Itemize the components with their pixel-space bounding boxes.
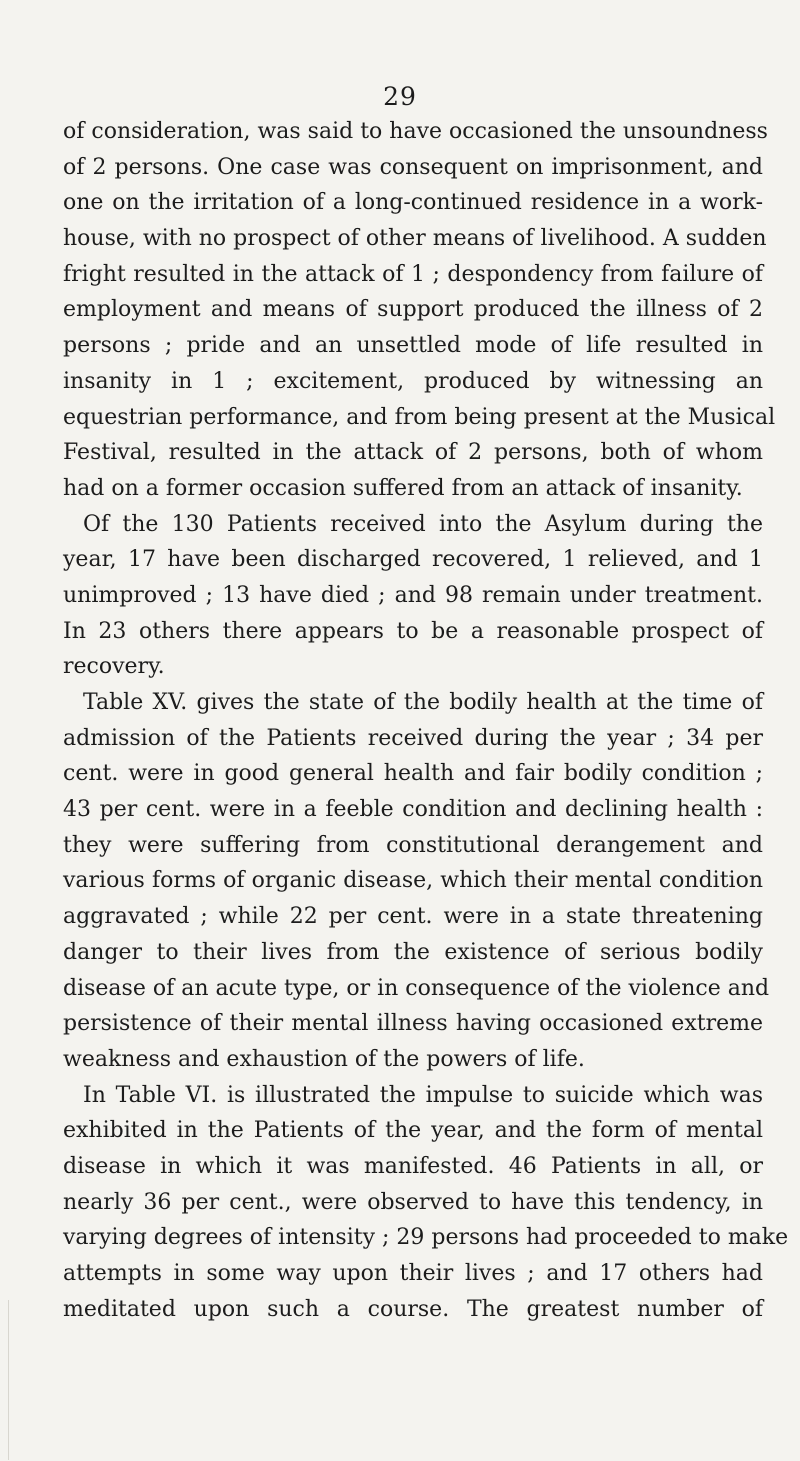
text-line: danger to their lives from the existence of serious bodily [63,939,763,965]
text-line: disease in which it was manifested. 46 Patients in all, or [63,1153,763,1179]
text-line: Of the 130 Patients received into the Asylum during the [83,511,763,537]
text-line: insanity in 1 ; excitement, produced by witnessing an [63,368,763,394]
text-line: of consideration, was said to have occasioned the unsoundness [63,119,768,144]
margin-line [8,1300,9,1460]
body-text [63,114,789,1327]
text-line: nearly 36 per cent., were observed to have this tendency, in [63,1189,763,1215]
text-line: persons ; pride and an unsettled mode of life resulted in [63,333,763,359]
text-line: weakness and exhaustion of the powers of life. [63,1046,585,1072]
text-line: of 2 persons. One case was consequent on imprisonment, and [63,154,763,180]
text-line: aggravated ; while 22 per cent. were in a state threatening [63,904,763,930]
text-line: they were suffering from constitutional derangement and [63,832,763,858]
text-line: In Table VI. is illustrated the impulse to suicide which was [83,1082,763,1108]
text-line: Table XV. gives the state of the bodily health at the time of [83,690,763,715]
text-line: 43 per cent. were in a feeble condition and declining health : [63,797,763,823]
text-line: employment and means of support produced the illness of 2 [63,297,763,323]
text-line: disease of an acute type, or in consequence of the violence and [63,975,770,1001]
text-line: attempts in some way upon their lives ; and 17 others had [63,1261,763,1286]
text-line: admission of the Patients received during the year ; 34 per [63,725,763,751]
text-line: meditated upon such a course. The greatest number of [63,1296,763,1322]
text-line: recovery. [63,654,165,680]
text-line: year, 17 have been discharged recovered, 1 relieved, and 1 [63,547,763,573]
text-line: varying degrees of intensity ; 29 persons had proceeded to make [63,1225,789,1251]
text-line: various forms of organic disease, which their mental condition [63,868,763,894]
text-line: exhibited in the Patients of the year, and the form of mental [63,1118,763,1144]
text-line: In 23 others there appears to be a reasonable prospect of [63,618,763,644]
text-line: equestrian performance, and from being present at the Musical [63,404,776,430]
text-line: house, with no prospect of other means of livelihood. A sudden [63,226,767,252]
text-line: persistence of their mental illness having occasioned extreme [63,1011,763,1037]
text-line: had on a former occasion suffered from an attack of insanity. [63,475,743,501]
text-line: unimproved ; 13 have died ; and 98 remain under treatment. [63,582,763,608]
page-number: 29 [383,82,417,111]
text-line: fright resulted in the attack of 1 ; despondency from failure of [63,261,763,287]
text-line: one on the irritation of a long-continued residence in a work- [63,190,763,216]
text-line: Festival, resulted in the attack of 2 persons, both of whom [63,440,763,466]
text-line: cent. were in good general health and fair bodily condition ; [63,761,763,787]
